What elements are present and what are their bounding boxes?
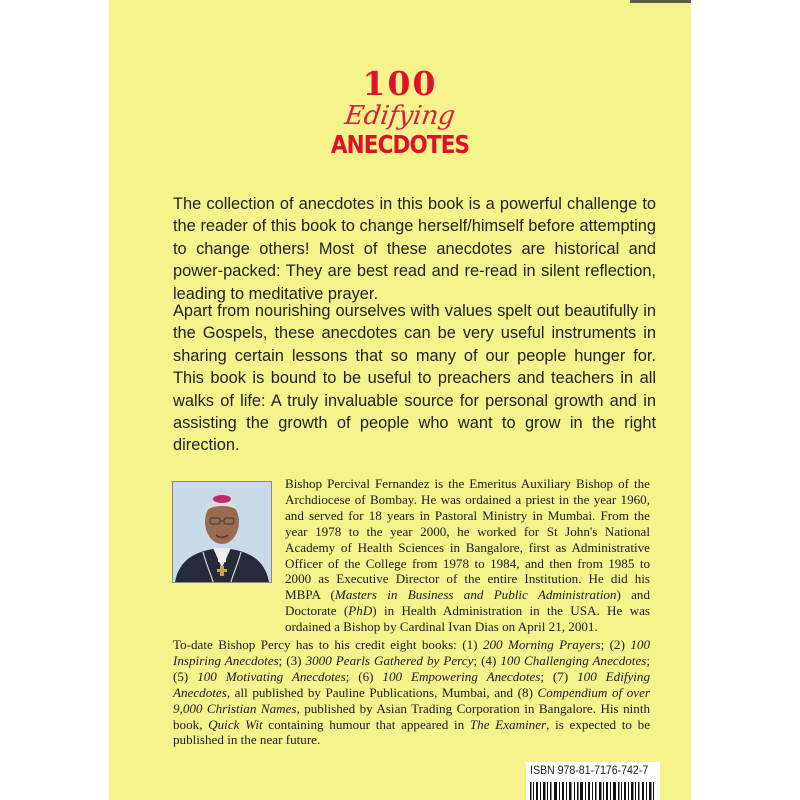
book-title [109,64,691,160]
books-text: ; (3) [278,652,306,668]
book-title-1: 200 Morning Prayers [482,637,601,652]
book-title-5: 100 Motivating Anecdotes [197,668,346,684]
isbn-number: ISBN 978-81-7176-742-7 [530,765,649,777]
bio-degree-1: Masters in Business and Public Administration [334,587,617,603]
books-text: ; (5) [173,652,650,684]
back-cover [109,0,691,800]
bio-degree-2: PhD [348,603,373,619]
author-books-paragraph [173,637,650,748]
book-title-9: Quick Wit [208,716,263,732]
isbn-barcode-box [526,762,660,800]
book-title-6: 100 Empowering Anecdotes [382,668,541,684]
top-edge-line [630,0,691,3]
book-title-8: Compendium of over 9,000 Christian Names [173,684,650,716]
author-portrait-image [173,482,271,582]
books-text: ; (6) [345,668,383,684]
bio-text-2: ) and Doctorate ( [285,587,650,619]
book-title-7: 100 Edifying Anecdotes [173,668,651,700]
author-photo [172,481,272,583]
books-text: ; (7) [540,668,578,684]
blurb-paragraph-2: Apart from nourishing ourselves with values spelt out beautifully in the Gospels, these anecdotes can be very useful instruments in sharing certain lessons that so many of our people hunger for. This book is bound to be useful to preachers and teachers in all walks of life: A truly invaluable source for personal growth and in assisting the growth of people who want to grow in the right direction. [173,302,656,455]
books-text: To-date Bishop Percy has to his credit eight books: (1) [173,637,483,652]
barcode-graphic [530,782,656,800]
books-text: ; (2) [600,637,631,652]
books-text: , is expected to be published in the near future. [173,716,651,748]
book-title-3: 3000 Pearls Gathered by Percy [305,652,474,668]
books-text: containing humour that appeared in [262,716,470,732]
book-title-4: 100 Challenging Anecdotes [500,652,647,668]
books-text: ; (4) [473,652,501,668]
magazine-title: The Examiner [469,716,547,732]
bio-text-3: ) in Health Administration in the USA. He was ordained a Bishop by Cardinal Ivan Dias on April 21, 2001. [285,603,650,635]
author-bio [285,476,650,635]
book-title-2: 100 Inspiring Anecdotes [173,637,650,668]
books-text: , published by Asian Trading Corporation in Bangalore. His ninth book, [173,700,650,732]
title-script-word: Edifying [342,101,458,131]
title-main-word: ANECDOTES [330,130,470,159]
blurb-paragraph-1: The collection of anecdotes in this book is a powerful challenge to the reader of this book to change herself/himself before attempting to change others! Most of these anecdotes are historical and power-packed: They are best read and re-read in silent reflection, leading to meditative prayer. [173,195,656,303]
title-number: 100 [362,64,438,103]
bio-text-1: Bishop Percival Fernandez is the Emeritus Auxiliary Bishop of the Archdiocese of Bombay. He was ordained a priest in the year 1960, and served for 18 years in Pastoral Ministry in Mumbai. From the year 1978 to the year 2000, he worked for St John's National Academy of Health Sciences in Bangalore, first as Administrative Officer of the College from 1978 to 1984, and then from 1985 to 2000 as Executive Director of the entire Institution. He did his MBPA ( [285,476,650,603]
books-text: , all published by Pauline Publications, Mumbai, and (8) [226,684,538,700]
